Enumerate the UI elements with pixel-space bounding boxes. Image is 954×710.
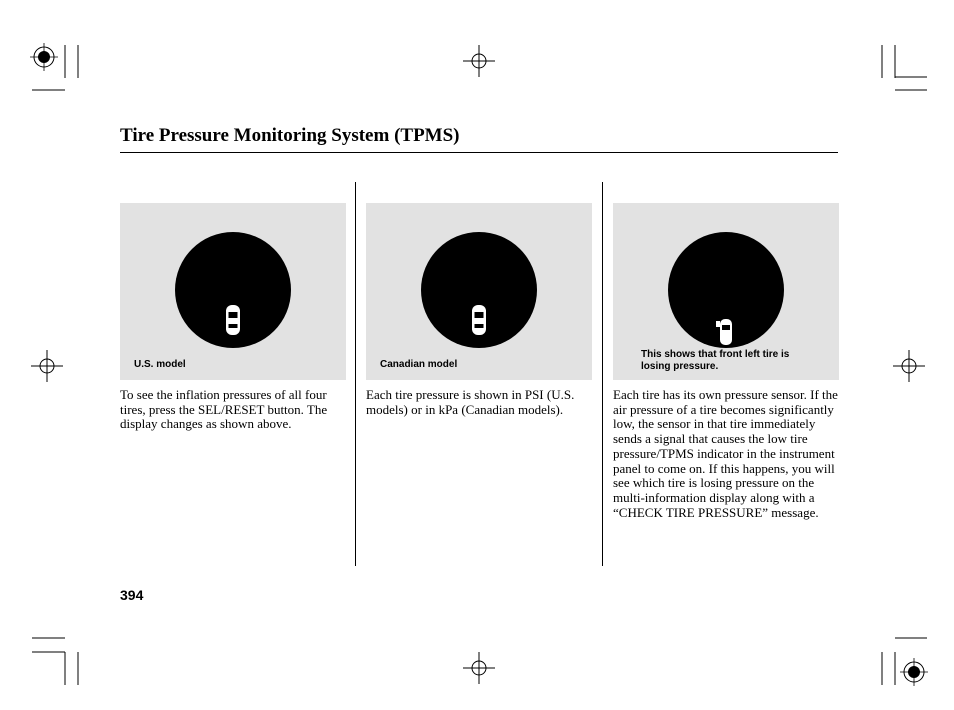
registration-target-top-left [30, 43, 58, 71]
display-heading: TIRE PRESSURE [438, 281, 520, 293]
figure-check-tire-pressure [613, 203, 839, 380]
display-front-left: 33 [206, 305, 218, 317]
car-top-view-icon [226, 305, 240, 335]
display-unit: PSI [225, 339, 241, 350]
body-paragraph-3: Each tire has its own pressure sensor. If the air pressure of a tire becomes significantly low, the sensor in that tire immediately sends a signal that causes the low tire pressure/TPMS indicator in the instrument panel to come on. If this happens, you will see which tire is losing pressure on the multi-information display along with a “CHECK TIRE PRESSURE” message. [613, 387, 838, 520]
figure-canadian-model [366, 203, 592, 380]
figure-caption: Canadian model [380, 359, 458, 370]
column-divider-2 [602, 182, 603, 566]
tire-pressure-display-psi [120, 203, 346, 380]
page-title: Tire Pressure Monitoring System (TPMS) [120, 125, 460, 146]
column-divider-1 [355, 182, 356, 566]
registration-cross-bottom [463, 652, 495, 684]
display-front-right: 230 [495, 305, 513, 317]
page-number: 394 [120, 587, 144, 603]
tire-pressure-display-kpa [366, 203, 592, 380]
figure-caption-line-2: losing pressure. [641, 361, 719, 372]
figure-caption: U.S. model [134, 359, 186, 370]
registration-cross-left [31, 350, 63, 382]
car-top-view-icon [472, 305, 486, 335]
figure-us-model [120, 203, 346, 380]
registration-cross-top [463, 45, 495, 77]
body-paragraph-2: Each tire pressure is shown in PSI (U.S. models) or in kPa (Canadian models). [366, 387, 575, 417]
registration-target-bottom-right [900, 658, 928, 686]
display-line-2: TIRE [713, 292, 739, 304]
title-rule [120, 152, 838, 153]
display-unit: kPa [471, 339, 487, 350]
figure-caption-line-1: This shows that front left tire is [641, 349, 790, 360]
body-paragraph-1: To see the inflation pressures of all four tires, press the SEL/RESET button. The display changes as shown above. [120, 387, 328, 432]
registration-cross-right [893, 350, 925, 382]
display-heading: TIRE PRESSURE [192, 282, 274, 294]
display-rear-left: 33 [206, 322, 218, 334]
display-front-left: 230 [445, 305, 463, 317]
display-rear-right: 33 [248, 322, 260, 334]
display-front-right: 33 [248, 305, 260, 317]
display-line-1: CHECK [707, 281, 745, 293]
display-rear-right: 230 [495, 322, 513, 334]
display-line-3: PRESSURE [698, 303, 754, 315]
display-rear-left: 230 [445, 322, 463, 334]
